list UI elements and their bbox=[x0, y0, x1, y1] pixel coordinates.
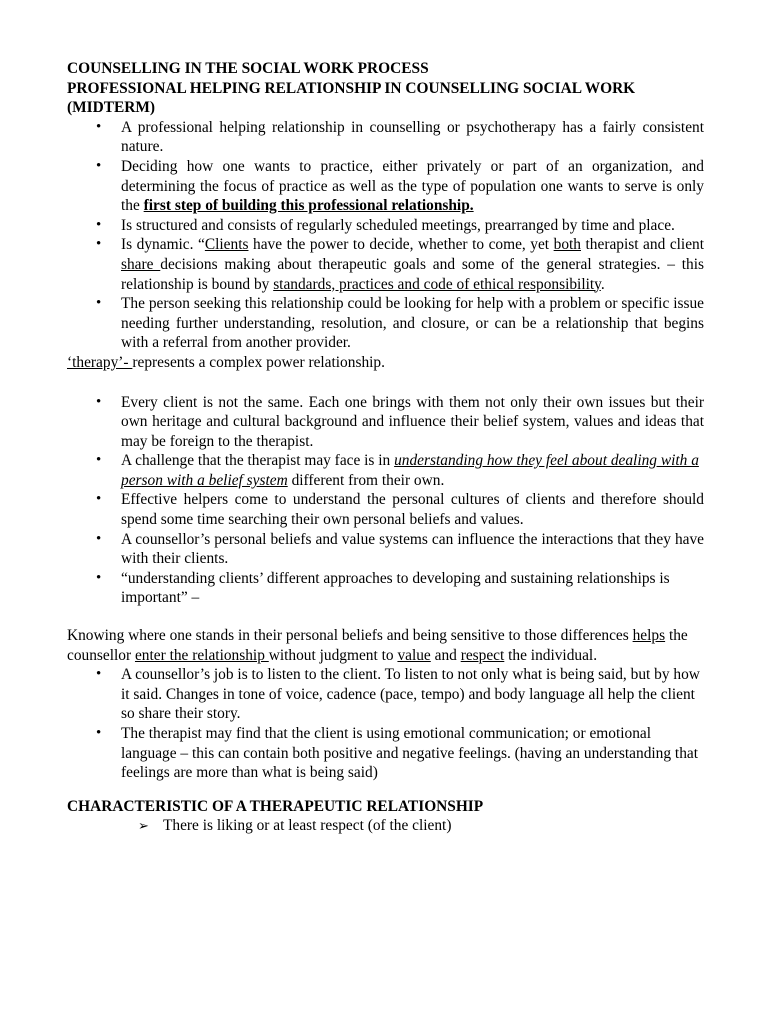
list-item bbox=[96, 294, 704, 353]
list-item bbox=[96, 451, 704, 490]
bullet-text: Effective helpers come to understand the personal cultures of clients and therefore should spend some time searching their own personal beliefs and values. bbox=[121, 491, 704, 529]
underlined-word: share bbox=[121, 255, 161, 273]
bullet-text: therapist and client bbox=[581, 236, 705, 254]
bullet-icon: • bbox=[96, 157, 102, 174]
bullet-text: decisions making about therapeutic goals and some of the general strategies. – this relationship is bound by bbox=[121, 255, 704, 293]
list-item bbox=[96, 216, 704, 236]
bullet-text: The person seeking this relationship could be looking for help with a problem or specific issue needing further understanding, resolution, and closure, or can be a relationship that begins with a referral from another provider. bbox=[121, 295, 704, 352]
list-item bbox=[96, 393, 704, 452]
list-item bbox=[96, 235, 705, 294]
bullet-text: Is dynamic. “ bbox=[121, 236, 205, 254]
bullet-icon: • bbox=[96, 118, 102, 135]
spacer bbox=[67, 608, 704, 626]
list-item bbox=[96, 665, 704, 724]
spacer bbox=[67, 783, 704, 797]
therapy-line-text: represents a complex power relationship. bbox=[132, 353, 385, 371]
bullet-list-3 bbox=[67, 665, 704, 783]
bullet-icon: • bbox=[96, 452, 102, 469]
therapy-line bbox=[67, 353, 704, 373]
bullet-text: Is structured and consists of regularly scheduled meetings, prearranged by time and place. bbox=[121, 216, 675, 234]
bullet-text: A challenge that the therapist may face is in bbox=[121, 452, 395, 470]
arrow-item-text: There is liking or at least respect (of the client) bbox=[163, 817, 452, 835]
bullet-text: Every client is not the same. Each one brings with them not only their own issues but their own heritage and cultural background and influence their belief system, values and ideas that may be foreign to the therapist. bbox=[121, 393, 704, 450]
heading-line-2: PROFESSIONAL HELPING RELATIONSHIP IN COUNSELLING SOCIAL WORK bbox=[67, 79, 636, 97]
list-item bbox=[96, 118, 704, 157]
bold-underlined-phrase: first step of building this professional relationship. bbox=[143, 197, 474, 215]
bullet-text: Deciding how one wants to practice, either privately or part of an organization, and determining the focus of practice as well as the type of population one wants to serve is only the bbox=[121, 157, 704, 215]
underlined-term: ‘therapy’- bbox=[67, 353, 133, 371]
bullet-text: different from their own. bbox=[287, 471, 445, 489]
spacer bbox=[67, 373, 704, 393]
bullet-text: . bbox=[600, 275, 605, 293]
paragraph-text: and bbox=[430, 646, 461, 664]
bullet-icon: • bbox=[96, 216, 102, 233]
paragraph-text: Knowing where one stands in their personal beliefs and being sensitive to those differences bbox=[67, 627, 633, 645]
bullet-text: A counsellor’s job is to listen to the client. To listen to not only what is being said, but by how it said. Changes in tone of voice, cadence (pace, tempo) and body language all help the client so share their story. bbox=[121, 666, 700, 723]
bullet-icon: • bbox=[96, 236, 102, 253]
list-item bbox=[96, 157, 704, 216]
arrow-list bbox=[67, 816, 704, 836]
bullet-text: A professional helping relationship in counselling or psychotherapy has a fairly consistent nature. bbox=[121, 118, 704, 156]
bullet-text: have the power to decide, whether to come, yet bbox=[248, 236, 554, 254]
list-item bbox=[96, 569, 704, 608]
knowing-paragraph bbox=[67, 626, 704, 665]
bullet-text: “understanding clients’ different approaches to developing and sustaining relationships is important” – bbox=[121, 569, 670, 607]
underlined-phrase: standards, practices and code of ethical responsibility bbox=[273, 275, 601, 293]
italic-underlined-phrase: understanding how they feel about dealing with a person with a belief system bbox=[121, 452, 699, 489]
bullet-text: The therapist may find that the client is using emotional communication; or emotional language – this can contain both positive and negative feelings. (having an understanding that feelings are more than what is being said) bbox=[121, 725, 698, 782]
heading-line-1: COUNSELLING IN THE SOCIAL WORK PROCESS bbox=[67, 60, 429, 77]
bullet-icon: • bbox=[96, 530, 102, 547]
bullet-icon: • bbox=[96, 295, 102, 312]
bullet-icon: • bbox=[96, 666, 102, 683]
underlined-word: both bbox=[553, 236, 581, 254]
bullet-icon: • bbox=[96, 725, 102, 741]
paragraph-text: without judgment to bbox=[268, 646, 398, 664]
bullet-list-1 bbox=[67, 118, 704, 353]
underlined-word: respect bbox=[460, 646, 505, 664]
arrow-bullet-icon: ➢ bbox=[138, 818, 149, 834]
underlined-phrase: enter the relationship bbox=[134, 646, 269, 664]
bullet-icon: • bbox=[96, 569, 102, 586]
heading-line-3: (MIDTERM) bbox=[67, 99, 156, 117]
bullet-text: A counsellor’s personal beliefs and value systems can influence the interactions that they have with their clients. bbox=[121, 530, 704, 568]
characteristic-heading: CHARACTERISTIC OF A THERAPEUTIC RELATIONSHIP bbox=[67, 797, 484, 815]
underlined-word: helps bbox=[632, 627, 666, 645]
paragraph-text: the individual. bbox=[504, 646, 598, 664]
bullet-list-2 bbox=[67, 393, 704, 609]
bullet-icon: • bbox=[96, 393, 102, 410]
underlined-word: Clients bbox=[204, 236, 249, 254]
bullet-icon: • bbox=[96, 491, 102, 508]
list-item bbox=[138, 816, 704, 836]
underlined-word: value bbox=[397, 646, 431, 664]
paragraph-text: the counsellor bbox=[67, 627, 688, 664]
list-item bbox=[96, 490, 704, 529]
list-item bbox=[96, 724, 704, 783]
list-item bbox=[96, 530, 704, 569]
